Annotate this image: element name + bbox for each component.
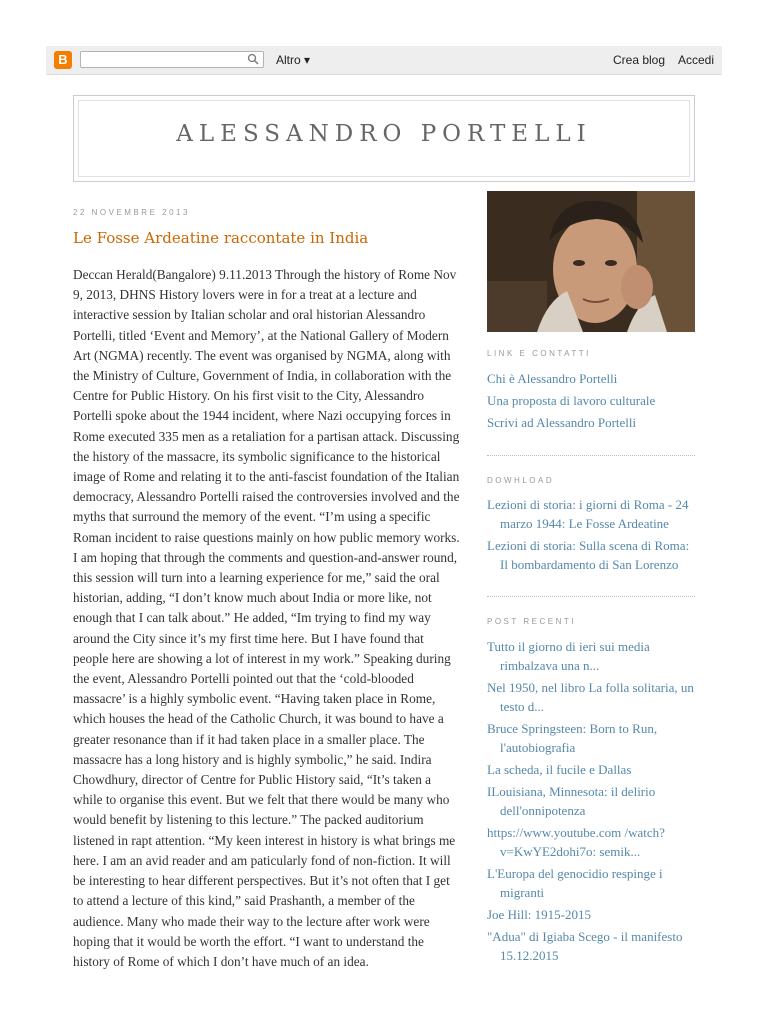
recent-post-link[interactable]: L'Europa del genocidio respinge i migranti (487, 866, 663, 900)
recent-post-link[interactable]: Bruce Springsteen: Born to Run, l'autobiografia (487, 721, 658, 755)
login-link[interactable]: Accedi (678, 53, 715, 67)
blogger-logo-icon[interactable]: B (54, 51, 72, 69)
author-portrait-image (487, 191, 695, 332)
create-blog-link[interactable]: Crea blog (613, 53, 666, 67)
blog-title[interactable]: ALESSANDRO PORTELLI (176, 121, 592, 147)
recent-posts-section-title: POST RECENTI (487, 617, 576, 626)
recent-posts-list (487, 637, 695, 968)
recent-post-link[interactable]: "Adua" di Igiaba Scego - il manifesto 15.12.2015 (487, 929, 683, 963)
sidebar-divider (487, 455, 695, 456)
download-link-fosse-ardeatine[interactable]: Lezioni di storia: i giorni di Roma - 24 marzo 1944: Le Fosse Ardeatine (487, 497, 689, 531)
blogger-navbar (46, 46, 722, 75)
recent-post-link[interactable]: Joe Hill: 1915-2015 (487, 907, 591, 922)
sidebar-link-proposta[interactable]: Una proposta di lavoro culturale (487, 393, 656, 408)
recent-post-link[interactable]: Nel 1950, nel libro La folla solitaria, un testo d... (487, 680, 694, 714)
recent-post-link[interactable]: La scheda, il fucile e Dallas (487, 762, 632, 777)
search-box[interactable] (80, 51, 264, 68)
recent-post-link[interactable]: ILouisiana, Minnesota: il delirio dell'onnipotenza (487, 784, 656, 818)
post-title[interactable]: Le Fosse Ardeatine raccontate in India (73, 229, 369, 247)
blog-header (73, 95, 695, 182)
download-link-san-lorenzo[interactable]: Lezioni di storia: Sulla scena di Roma: Il bombardamento di San Lorenzo (487, 538, 690, 572)
more-menu[interactable]: Altro ▾ (276, 53, 311, 67)
author-photo (487, 191, 695, 332)
recent-post-link[interactable]: https://www.youtube.com /watch?v=KwYE2dohi7o: semik... (487, 825, 665, 859)
sidebar-link-scrivi[interactable]: Scrivi ad Alessandro Portelli (487, 415, 637, 430)
recent-post-link[interactable]: Tutto il giorno di ieri sui media rimbalzava una n... (487, 639, 650, 673)
download-section-title: DOWHLOAD (487, 476, 555, 485)
download-list (487, 495, 695, 577)
links-list (487, 369, 695, 435)
post-body: Deccan Herald(Bangalore) 9.11.2013 Through the history of Rome Nov 9, 2013, DHNS History lovers were in for a treat at a lecture and interactive session by Italian scholar and oral historian Alessandro Portelli, titled ‘Event and Memory’, at the National Gallery of Modern Art (NGMA) recently. The event was organised by NGMA, along with the Ministry of Culture, Government of India, in collaboration with the Centre for Public History. On his first visit to the City, Alessandro Portelli spoke about the 1944 incident, where Nazi occupying forces in Rome executed 335 men as a retaliation for a partisan attack. Discussing the history of the massacre, its symbolic significance to the historical image of Rome and relating it to the anti-fascist foundation of the Italian democracy, Alessandro Portelli raised the controversies involved and the myths that surround the memory of the event. “I’m using a specific Roman incident to raise questions mainly on how public memory works. I am hoping that through the comments and question-and-answer round, this session will turn into a learning experience for me,” said the oral historian, adding, “I don’t know much about India or more like, not enough that I can talk about.” He added, “Im trying to find my way around the City since it’s my first time here. But I have found that people here are showing a lot of interest in my work.” Speaking during the event, Alessandro Portelli pointed out that the ‘cold-blooded massacre’ is a highly symbolic event. “Having taken place in Rome, which houses the head of the Catholic Church, it was bound to have a greater resonance than if it had taken place in a smaller place. The massacre has a long history and is highly symbolic,” he said. Indira Chowdhury, director of Centre for Public History said, “It’s taken a while to organise this event. But we felt that there would be many who would benefit by listening to this lecture.” The packed auditorium listened in rapt attention. “My keen interest in history is what brings me here. I am an avid reader and am paticularly fond of non-fiction. It will be interesting to hear different perspectives. But it’s not often that I get to attend a lecture of this kind,” said Prashanth, a member of the audience. Many who made their way to the lecture after work were hoping that it would be worth the effort. “I want to understand the history of Rome of which I don’t have much of an idea. (73, 267, 460, 969)
post-date: 22 NOVEMBRE 2013 (73, 208, 190, 217)
search-input[interactable] (85, 53, 239, 68)
blog-header-inner (78, 100, 690, 177)
links-section-title: LINK E CONTATTI (487, 349, 591, 358)
sidebar-divider (487, 596, 695, 597)
search-icon[interactable] (247, 53, 259, 65)
sidebar-link-chi-e[interactable]: Chi è Alessandro Portelli (487, 371, 618, 386)
